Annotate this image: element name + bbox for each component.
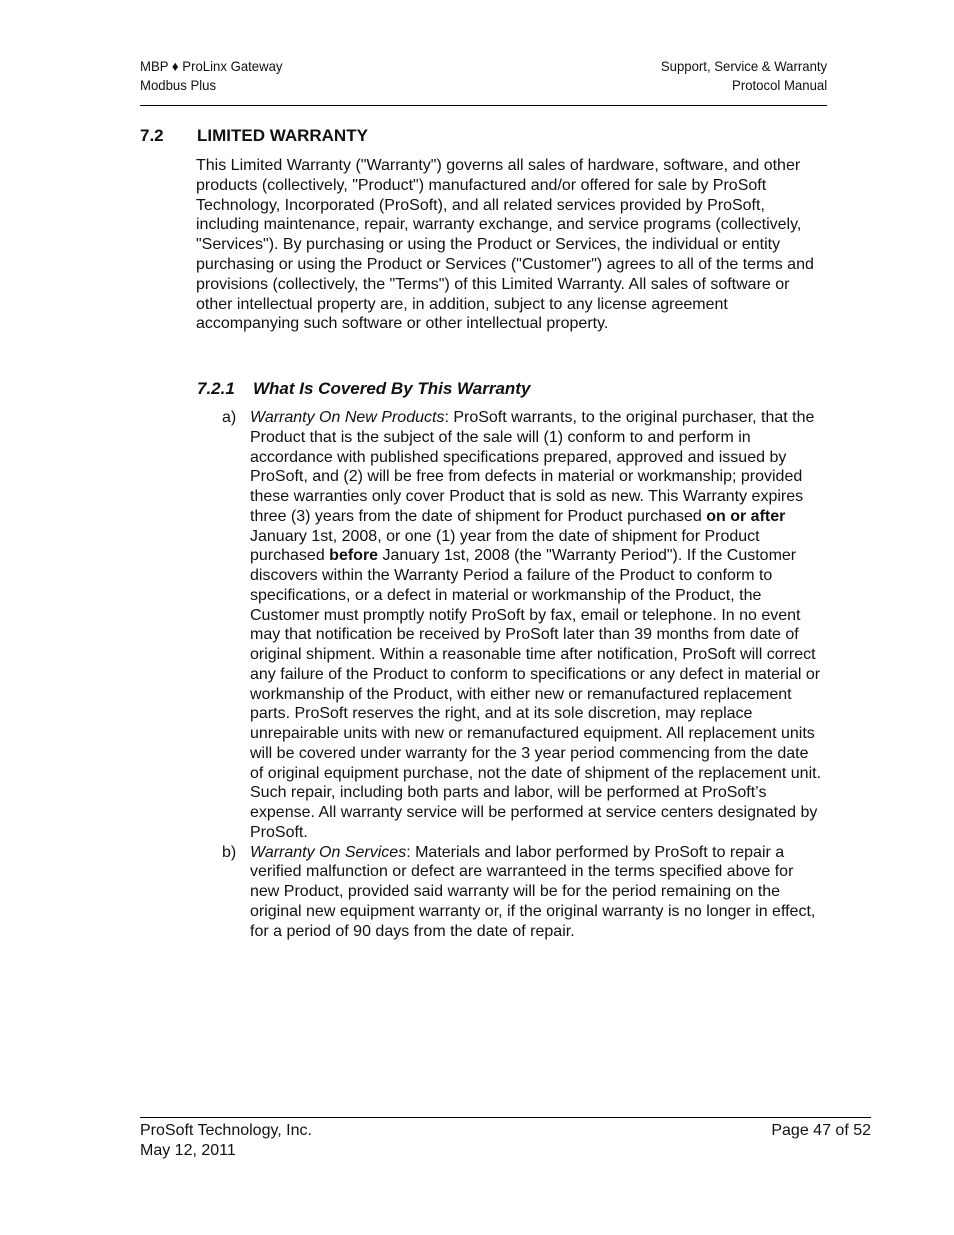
- footer-left: [140, 1121, 312, 1160]
- header-right: [661, 57, 827, 95]
- subsection-heading: [197, 378, 530, 400]
- item-text: : Materials and labor performed by ProSoft to repair a verified malfunction or defect are warranteed in the terms specified above for new Product, provided said warranty will be for the period remaining on the original new equipment warranty or, if the original warranty is no longer in effect, for a period of 90 days from the date of repair.: [250, 843, 816, 940]
- list-marker: b): [222, 843, 237, 861]
- header-manual-type: Protocol Manual: [732, 77, 828, 93]
- page-header: [140, 57, 827, 106]
- list-item-new-products: [222, 408, 822, 843]
- section-number: 7.2: [140, 126, 164, 145]
- item-text: : ProSoft warrants, to the original purchaser, that the Product that is the subject of the sale will (1) conform to and perform in accordance with published specifications prepared, approved and issued by ProSoft, and (2) will be free from defects in material or workmanship; provided these warranties only cover Product that is sold as new. This Warranty expires three (3) years from the date of shipment for Product purchased: [250, 409, 815, 525]
- footer-right: [771, 1121, 871, 1141]
- subsection-number: 7.2.1: [197, 379, 235, 398]
- item-term: Warranty On New Products: [250, 409, 445, 426]
- header-protocol-name: Modbus Plus: [140, 77, 217, 93]
- page-footer: [140, 1117, 871, 1160]
- warranty-coverage-list: [222, 408, 822, 941]
- item-text: January 1st, 2008 (the "Warranty Period"). If the Customer discovers within the Warranty Period a failure of the Product to conform to specifications, or a defect in material or workmanship of the Product, the Customer must promptly notify ProSoft by fax, email or telephone. In no event may that notification be received by ProSoft later than 39 months from date of original shipment. Within a reasonable time after notification, ProSoft will correct any failure of the Product to conform to specifications or any defect in material or workmanship of the Product, with either new or remanufactured replacement parts. ProSoft reserves the right, and at its sole discretion, may replace unrepairable units with new or remanufactured equipment. All replacement units will be covered under warranty for the 3 year period commencing from the date of original equipment purchase, not the date of shipment of the replacement unit. Such repair, including both parts and labor, will be performed at ProSoft’s expense. All warranty service will be performed at service centers designated by ProSoft.: [250, 547, 822, 841]
- subsection-title: What Is Covered By This Warranty: [253, 379, 531, 398]
- list-item-services: [222, 843, 822, 942]
- item-text: January 1st, 2008, or one (1) year from the date of shipment for Product purchased: [250, 527, 760, 565]
- section-intro-paragraph: This Limited Warranty ("Warranty") governs all sales of hardware, software, and other products (collectively, "Product") manufactured and/or offered for sale by ProSoft Technology, Incorporated (ProSoft), and all related services provided by ProSoft, including maintenance, repair, warranty exchange, and service programs (collectively, "Services"). By purchasing or using the Product or Services, the individual or entity purchasing or using the Product or Services ("Customer") agrees to all of the terms and provisions (collectively, the "Terms") of this Limited Warranty. All sales of software or other intellectual property are, in addition, subject to any license agreement accompanying such software or other intellectual property.: [196, 157, 814, 333]
- section-heading: [140, 125, 368, 147]
- footer-company: ProSoft Technology, Inc.: [140, 1122, 312, 1139]
- header-left: [140, 57, 283, 95]
- footer-date: May 12, 2011: [140, 1141, 236, 1159]
- list-marker: a): [222, 409, 237, 426]
- header-chapter-title: Support, Service & Warranty: [660, 58, 828, 74]
- header-product-name: MBP ♦ ProLinx Gateway: [140, 58, 283, 74]
- item-term: Warranty On Services: [250, 843, 407, 861]
- item-bold-text: on or after: [706, 507, 786, 525]
- page-number: Page 47 of 52: [771, 1122, 871, 1139]
- item-bold-text: before: [329, 547, 379, 565]
- section-title: LIMITED WARRANTY: [197, 126, 368, 145]
